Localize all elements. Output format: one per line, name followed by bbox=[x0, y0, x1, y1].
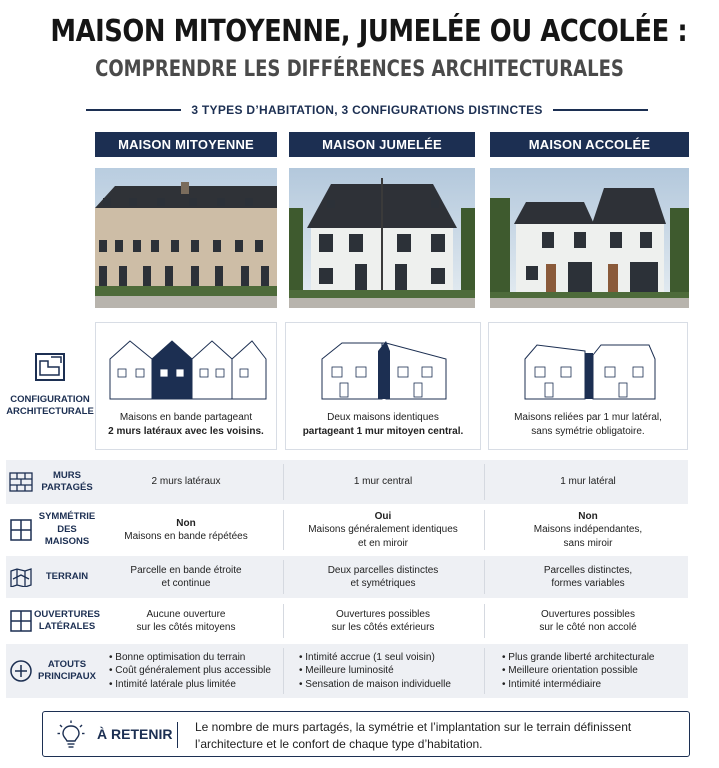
retain-separator bbox=[177, 722, 178, 748]
cell-atouts-accolee bbox=[488, 644, 688, 698]
window-icon bbox=[6, 600, 36, 642]
configuration-label-line1: CONFIGURATION bbox=[10, 393, 90, 405]
diagram-card-jumelee bbox=[285, 322, 481, 450]
brick-wall-icon bbox=[6, 460, 36, 504]
cell-symetrie-accolee: Non Maisons indépendantes, sans miroir bbox=[533, 510, 643, 549]
list-item: • Sensation de maison individuelle bbox=[299, 678, 451, 690]
list-item: • Intimité accrue (1 seul voisin) bbox=[299, 651, 435, 663]
row-murs-partages bbox=[6, 460, 688, 504]
photo-mitoyenne bbox=[95, 168, 277, 308]
cell-ouvertures-mitoyenne: Aucune ouverture sur les côtés mitoyens bbox=[136, 608, 236, 633]
cell-ouvertures-jumelee: Ouvertures possibles sur les côtés extérieurs bbox=[331, 608, 435, 633]
configuration-caption-jumelee: Deux maisons identiques partageant 1 mur mitoyen central. bbox=[302, 412, 464, 437]
column-header-jumelee: MAISON JUMELÉE bbox=[289, 132, 475, 157]
divider-left bbox=[86, 109, 181, 111]
configuration-label-cell bbox=[6, 318, 94, 452]
cell-atouts-jumelee bbox=[285, 644, 481, 698]
row-atouts bbox=[6, 644, 688, 698]
diagram-card-mitoyenne bbox=[95, 322, 277, 450]
cell-murs-jumelee: 1 mur central bbox=[353, 476, 413, 488]
cell-murs-mitoyenne: 2 murs latéraux bbox=[151, 476, 221, 488]
cell-ouvertures-accolee: Ouvertures possibles sur le côté non accolé bbox=[539, 608, 637, 633]
row-terrain bbox=[6, 556, 688, 598]
blueprint-icon bbox=[35, 353, 65, 386]
tagline: 3 TYPES D’HABITATION, 3 CONFIGURATIONS DISTINCTES bbox=[191, 103, 543, 117]
cell-atouts-mitoyenne bbox=[95, 644, 277, 698]
diagram-card-accolee bbox=[488, 322, 688, 450]
retain-title: À RETENIR bbox=[97, 726, 173, 742]
list-item: • Intimité latérale plus limitée bbox=[109, 678, 236, 690]
divider-right bbox=[553, 109, 648, 111]
cell-terrain-mitoyenne: Parcelle en bande étroite et continue bbox=[130, 564, 242, 589]
page-title: MAISON MITOYENNE, JUMELÉE OU ACCOLÉE : bbox=[50, 14, 688, 49]
cell-terrain-accolee: Parcelles distinctes, formes variables bbox=[543, 564, 633, 589]
diagram-mitoyenne bbox=[96, 329, 278, 409]
list-item: • Meilleure orientation possible bbox=[502, 665, 638, 677]
row-label-murs: MURS PARTAGÉS bbox=[41, 469, 93, 493]
row-label-symetrie: SYMMÉTRIE DES MAISONS bbox=[38, 511, 96, 548]
cell-terrain-jumelee: Deux parcelles distinctes et symétriques bbox=[327, 564, 439, 589]
photo-accolee bbox=[490, 168, 689, 308]
row-ouvertures bbox=[6, 600, 688, 642]
column-header-accolee: MAISON ACCOLÉE bbox=[490, 132, 689, 157]
configuration-caption-mitoyenne: Maisons en bande partageant 2 murs latéraux avec les voisins. bbox=[108, 412, 264, 437]
list-item: • Plus grande liberté architecturale bbox=[502, 651, 655, 663]
cell-murs-accolee: 1 mur latéral bbox=[560, 476, 616, 488]
configuration-label-line2: ARCHITECTURALE bbox=[6, 405, 94, 417]
column-header-mitoyenne: MAISON MITOYENNE bbox=[95, 132, 277, 157]
list-item: • Intimité intermédiaire bbox=[502, 678, 602, 690]
diagram-accolee bbox=[489, 329, 689, 409]
configuration-caption-accolee: Maisons reliées par 1 mur latéral, sans symétrie obligatoire. bbox=[514, 412, 662, 437]
list-item: • Meilleure luminosité bbox=[299, 665, 394, 677]
page-subtitle: COMPRENDRE LES DIFFÉRENCES ARCHITECTURALES bbox=[95, 57, 624, 82]
window-grid-icon bbox=[6, 506, 36, 554]
tagline-row bbox=[86, 100, 648, 120]
retain-box bbox=[42, 711, 690, 757]
retain-text: Le nombre de murs partagés, la symétrie et l’implantation sur le terrain définissent l’architecture et le confort de chaque type d’habitation. bbox=[195, 720, 632, 751]
photo-jumelee bbox=[289, 168, 475, 308]
cell-symetrie-jumelee: Oui Maisons généralement identiques et en miroir bbox=[308, 510, 458, 549]
map-plot-icon bbox=[6, 556, 36, 598]
row-label-ouvertures: OUVERTURES LATÉRALES bbox=[34, 608, 100, 632]
list-item: • Bonne optimisation du terrain bbox=[109, 651, 246, 663]
diagram-jumelee bbox=[286, 329, 482, 409]
row-symetrie bbox=[6, 506, 688, 554]
row-label-terrain: TERRAIN bbox=[45, 570, 89, 582]
row-label-atouts: ATOUTS PRINCIPAUX bbox=[38, 658, 96, 682]
configuration-section bbox=[6, 318, 688, 452]
lightbulb-icon bbox=[57, 720, 85, 750]
plus-circle-icon bbox=[6, 644, 36, 698]
cell-symetrie-mitoyenne: Non Maisons en bande répétées bbox=[124, 517, 248, 542]
list-item: • Coût généralement plus accessible bbox=[109, 665, 271, 677]
